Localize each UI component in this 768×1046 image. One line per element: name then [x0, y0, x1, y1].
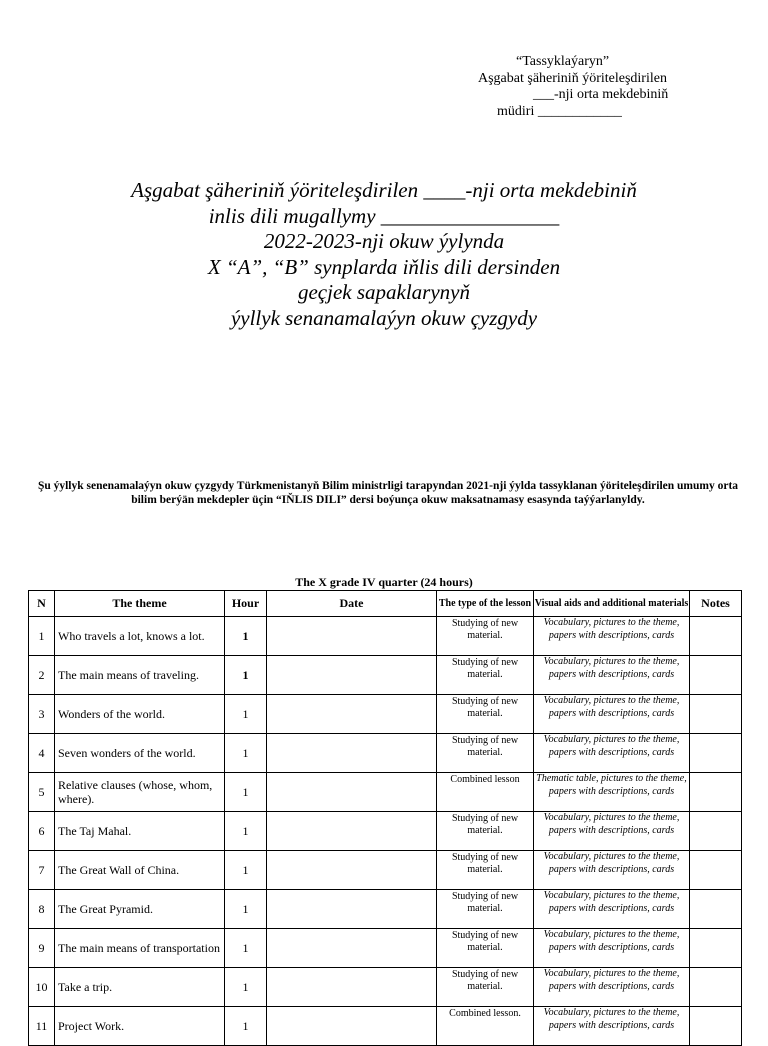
row-hour: 1: [225, 656, 267, 695]
table-row: [29, 734, 742, 773]
row-date: [267, 734, 437, 773]
table-row: [29, 617, 742, 656]
row-hour: 1: [225, 851, 267, 890]
row-number: 8: [29, 890, 55, 929]
row-lesson-type: Studying of new material.: [437, 890, 534, 929]
row-hour: 1: [225, 617, 267, 656]
row-visual-aids: Vocabulary, pictures to the theme, papers with descriptions, cards: [534, 851, 690, 890]
row-theme: Project Work.: [55, 1007, 225, 1046]
row-visual-aids: Vocabulary, pictures to the theme, papers with descriptions, cards: [534, 968, 690, 1007]
row-date: [267, 1007, 437, 1046]
header-visual: Visual aids and additional materials: [534, 591, 690, 617]
row-hour: 1: [225, 929, 267, 968]
table-row: [29, 851, 742, 890]
row-theme: The main means of transportation: [55, 929, 225, 968]
row-notes: [690, 968, 742, 1007]
row-theme: Wonders of the world.: [55, 695, 225, 734]
row-date: [267, 773, 437, 812]
table-row: [29, 695, 742, 734]
row-notes: [690, 890, 742, 929]
row-notes: [690, 812, 742, 851]
row-number: 3: [29, 695, 55, 734]
row-theme: Who travels a lot, knows a lot.: [55, 617, 225, 656]
title-line: Aşgabat şäheriniň ýöriteleşdirilen ____-nji orta mekdebiniň: [131, 178, 637, 202]
row-theme: Take a trip.: [55, 968, 225, 1007]
row-number: 2: [29, 656, 55, 695]
row-theme: The main means of traveling.: [55, 656, 225, 695]
row-notes: [690, 734, 742, 773]
row-visual-aids: Vocabulary, pictures to the theme, papers with descriptions, cards: [534, 656, 690, 695]
table-row: [29, 773, 742, 812]
row-lesson-type: Studying of new material.: [437, 656, 534, 695]
header-hour: Hour: [225, 591, 267, 617]
row-hour: 1: [225, 773, 267, 812]
title-line: X “A”, “B” synplarda iňlis dili dersinden: [207, 254, 561, 279]
title-line: ýyllyk senanamalaýyn okuw çyzgydy: [230, 305, 538, 330]
row-lesson-type: Studying of new material.: [437, 812, 534, 851]
row-hour: 1: [225, 812, 267, 851]
row-lesson-type: Studying of new material.: [437, 695, 534, 734]
table-row: [29, 968, 742, 1007]
row-date: [267, 968, 437, 1007]
row-theme: Relative clauses (whose, whom, where).: [55, 773, 225, 812]
title-line: inlis dili mugallymy _________________: [208, 203, 560, 228]
row-visual-aids: Vocabulary, pictures to the theme, papers with descriptions, cards: [534, 812, 690, 851]
title-line: geçjek sapaklarynyň: [297, 280, 470, 304]
header-n: N: [29, 591, 55, 617]
document-title: [0, 178, 768, 331]
row-hour: 1: [225, 734, 267, 773]
row-hour: 1: [225, 968, 267, 1007]
row-date: [267, 929, 437, 968]
row-notes: [690, 656, 742, 695]
row-number: 4: [29, 734, 55, 773]
row-date: [267, 617, 437, 656]
row-notes: [690, 929, 742, 968]
row-theme: Seven wonders of the world.: [55, 734, 225, 773]
row-notes: [690, 1007, 742, 1046]
row-notes: [690, 851, 742, 890]
row-lesson-type: Combined lesson: [437, 773, 534, 812]
row-visual-aids: Vocabulary, pictures to the theme, papers with descriptions, cards: [534, 734, 690, 773]
row-date: [267, 851, 437, 890]
table-row: [29, 656, 742, 695]
table-row: [29, 929, 742, 968]
approval-city-line: Aşgabat şäheriniň ýöriteleşdirilen: [478, 70, 667, 86]
row-lesson-type: Studying of new material.: [437, 734, 534, 773]
row-visual-aids: Vocabulary, pictures to the theme, papers with descriptions, cards: [534, 617, 690, 656]
row-theme: The Great Wall of China.: [55, 851, 225, 890]
row-number: 1: [29, 617, 55, 656]
header-date: Date: [267, 591, 437, 617]
header-notes: Notes: [690, 591, 742, 617]
row-hour: 1: [225, 695, 267, 734]
row-lesson-type: Studying of new material.: [437, 851, 534, 890]
header-type: The type of the lesson: [437, 591, 534, 617]
row-number: 6: [29, 812, 55, 851]
approval-block: [476, 54, 736, 120]
row-lesson-type: Studying of new material.: [437, 617, 534, 656]
row-number: 7: [29, 851, 55, 890]
approval-title: “Tassyklaýaryn”: [516, 54, 610, 69]
row-date: [267, 656, 437, 695]
row-hour: 1: [225, 890, 267, 929]
title-line: 2022-2023-nji okuw ýylynda: [263, 229, 505, 253]
table-row: [29, 1007, 742, 1046]
header-theme: The theme: [55, 591, 225, 617]
row-hour: 1: [225, 1007, 267, 1046]
row-theme: The Great Pyramid.: [55, 890, 225, 929]
row-date: [267, 890, 437, 929]
table-row: [29, 812, 742, 851]
row-date: [267, 695, 437, 734]
lesson-plan-table: [28, 590, 742, 1046]
row-number: 11: [29, 1007, 55, 1046]
row-number: 9: [29, 929, 55, 968]
row-notes: [690, 617, 742, 656]
table-caption: The X grade IV quarter (24 hours): [295, 575, 473, 589]
row-lesson-type: Studying of new material.: [437, 929, 534, 968]
row-visual-aids: Vocabulary, pictures to the theme, papers with descriptions, cards: [534, 929, 690, 968]
table-row: [29, 890, 742, 929]
approval-director-line: müdiri ____________: [497, 103, 622, 119]
row-visual-aids: Vocabulary, pictures to the theme, papers with descriptions, cards: [534, 890, 690, 929]
row-date: [267, 812, 437, 851]
row-lesson-type: Combined lesson.: [437, 1007, 534, 1046]
row-theme: The Taj Mahal.: [55, 812, 225, 851]
curriculum-note: Şu ýyllyk senenamalaýyn okuw çyzgydy Türkmenistanyň Bilim ministrligi tarapyndan 2021-nji ýylda tassyklanan ýöriteleşdirilen umumy orta bilim berýän mekdepler üçin “IŇLIS DILI” dersi boýunça okuw maksatnamasy esasynda taýýarlanyldy.: [37, 480, 739, 506]
row-visual-aids: Thematic table, pictures to the theme, papers with descriptions, cards: [534, 773, 690, 812]
row-notes: [690, 773, 742, 812]
row-notes: [690, 695, 742, 734]
row-visual-aids: Vocabulary, pictures to the theme, papers with descriptions, cards: [534, 1007, 690, 1046]
approval-school-line: ___-nji orta mekdebiniň: [533, 87, 669, 102]
table-header-row: [29, 591, 742, 617]
row-number: 5: [29, 773, 55, 812]
row-visual-aids: Vocabulary, pictures to the theme, papers with descriptions, cards: [534, 695, 690, 734]
row-lesson-type: Studying of new material.: [437, 968, 534, 1007]
row-number: 10: [29, 968, 55, 1007]
